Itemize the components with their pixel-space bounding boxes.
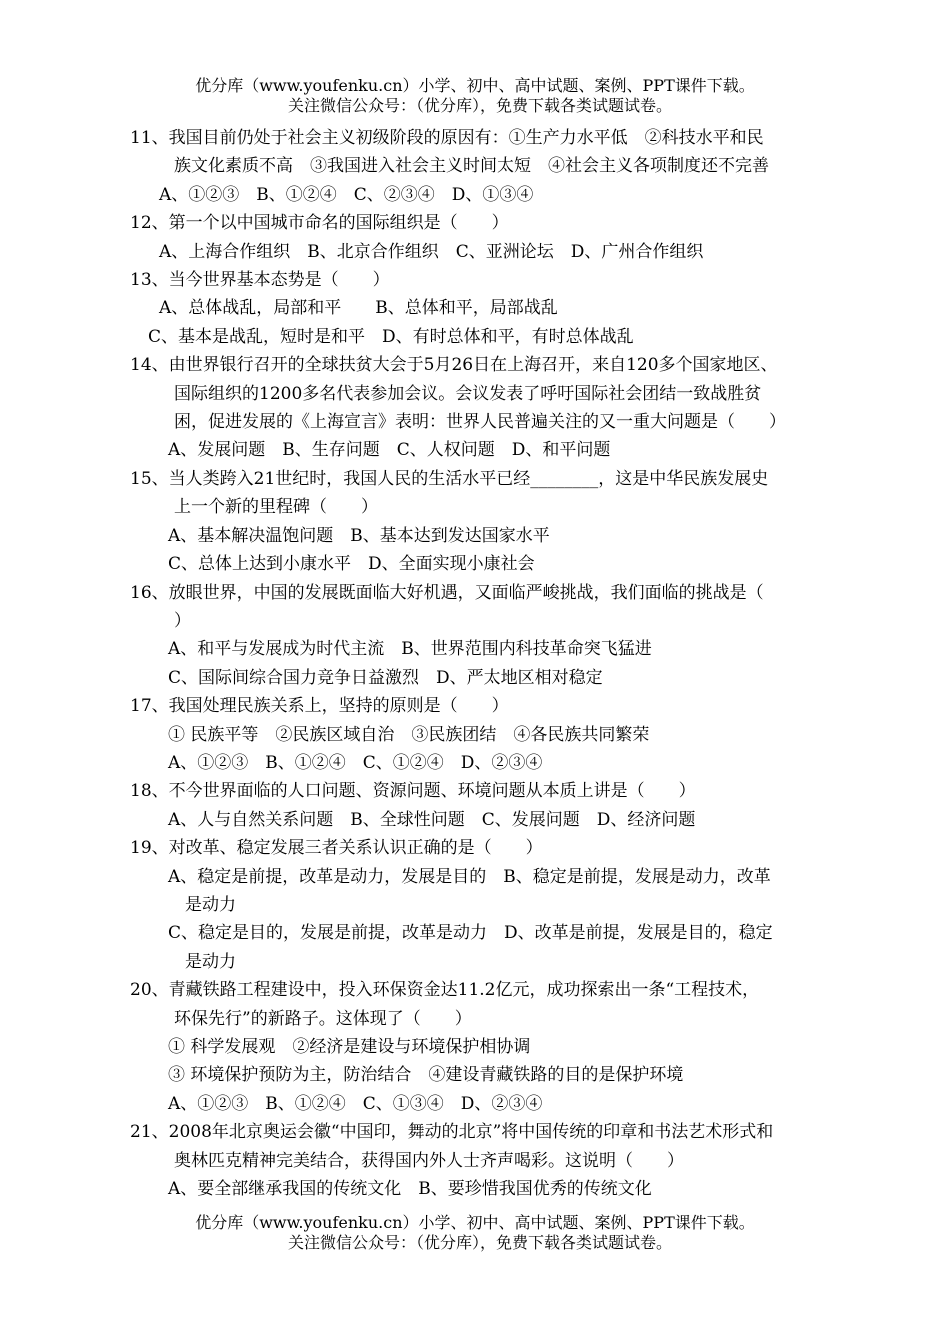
question-statements: ③ 环境保护预防为主，防治结合 ④建设青藏铁路的目的是保护环境 <box>168 1065 684 1086</box>
question-stem: 20、青藏铁路工程建设中，投入环保资金达11.2亿元，成功探索出一条“工程技术， <box>130 980 760 1001</box>
question-stem: 11、我国目前仍处于社会主义初级阶段的原因有：①生产力水平低 ②科技水平和民 <box>130 128 764 148</box>
question-stem-continued: ） <box>174 610 191 631</box>
question-11 <box>130 124 860 209</box>
question-14 <box>130 351 860 465</box>
question-stem: 21、2008年北京奥运会徽“中国印，舞动的北京”将中国传统的印章和书法艺术形式和 <box>130 1122 774 1143</box>
question-stem-continued: 环保先行”的新路子。这体现了（ ） <box>174 1008 472 1029</box>
question-13 <box>130 266 860 351</box>
question-stem-continued: 族文化素质不高 ③我国进入社会主义时间太短 ④社会主义各项制度还不完善 <box>174 156 769 177</box>
question-options: A、人与自然关系问题 B、全球性问题 C、发展问题 D、经济问题 <box>168 809 696 830</box>
page-header <box>0 76 950 116</box>
question-options: A、①②③ B、①②④ C、①②④ D、②③④ <box>168 752 543 773</box>
question-18 <box>130 777 860 834</box>
header-line-1: 优分库（www.youfenku.cn）小学、初中、高中试题、案例、PPT课件下载。 <box>195 76 755 95</box>
question-options: C、国际间综合国力竞争日益激烈 D、严太地区相对稳定 <box>168 667 603 688</box>
question-options: C、基本是战乱，短时是和平 D、有时总体和平，有时总体战乱 <box>148 326 634 347</box>
question-options: A、和平与发展成为时代主流 B、世界范围内科技革命突飞猛进 <box>168 639 652 660</box>
footer-line-1: 优分库（www.youfenku.cn）小学、初中、高中试题、案例、PPT课件下载。 <box>195 1213 755 1232</box>
question-options: 是动力 <box>168 951 236 972</box>
question-stem-continued: 困，促进发展的《上海宣言》表明：世界人民普遍关注的又一重大问题是（ ） <box>174 412 786 433</box>
question-stem: 17、我国处理民族关系上，坚持的原则是（ ） <box>130 696 509 717</box>
question-options: A、发展问题 B、生存问题 C、人权问题 D、和平问题 <box>168 440 611 461</box>
footer-line-2: 关注微信公众号：（优分库），免费下载各类试题试卷。 <box>287 1233 672 1252</box>
question-options: C、总体上达到小康水平 D、全面实现小康社会 <box>168 554 535 575</box>
question-list <box>130 124 860 1203</box>
question-21 <box>130 1118 860 1203</box>
question-statements: ① 民族平等 ②民族区域自治 ③民族团结 ④各民族共同繁荣 <box>168 724 650 745</box>
question-options: A、要全部继承我国的传统文化 B、要珍惜我国优秀的传统文化 <box>168 1179 652 1200</box>
header-line-2: 关注微信公众号：（优分库），免费下载各类试题试卷。 <box>287 96 672 115</box>
question-stem: 12、第一个以中国城市命名的国际组织是（ ） <box>130 213 509 234</box>
question-stem: 18、不今世界面临的人口问题、资源问题、环境问题从本质上讲是（ ） <box>130 781 696 802</box>
question-15 <box>130 465 860 579</box>
question-stem-continued: 上一个新的里程碑（ ） <box>174 497 378 518</box>
question-stem: 13、当今世界基本态势是（ ） <box>130 270 390 291</box>
question-17 <box>130 692 860 777</box>
question-options: 是动力 <box>168 894 236 915</box>
question-stem: 19、对改革、稳定发展三者关系认识正确的是（ ） <box>130 838 543 859</box>
question-12 <box>130 209 860 266</box>
question-stem: 16、放眼世界，中国的发展既面临大好机遇，又面临严峻挑战，我们面临的挑战是（ <box>130 582 764 603</box>
question-19 <box>130 834 860 976</box>
question-stem: 15、当人类跨入21世纪时，我国人民的生活水平已经________，这是中华民族发展史 <box>130 468 769 489</box>
question-statements: ① 科学发展观 ②经济是建设与环境保护相协调 <box>168 1037 531 1057</box>
question-20 <box>130 976 860 1118</box>
question-options: A、上海合作组织 B、北京合作组织 C、亚洲论坛 D、广州合作组织 <box>159 241 704 262</box>
question-stem-continued: 奥林匹克精神完美结合，获得国内外人士齐声喝彩。这说明（ ） <box>174 1150 684 1171</box>
question-options: A、①②③ B、①②④ C、②③④ D、①③④ <box>159 184 534 205</box>
question-16 <box>130 579 860 693</box>
question-stem-continued: 国际组织的1200多名代表参加会议。会议发表了呼吁国际社会团结一致战胜贫 <box>174 383 762 404</box>
question-options: A、总体战乱，局部和平 B、总体和平，局部战乱 <box>159 298 558 319</box>
question-options: A、①②③ B、①②④ C、①③④ D、②③④ <box>168 1093 543 1114</box>
question-stem: 14、由世界银行召开的全球扶贫大会于5月26日在上海召开，来自120多个国家地区、 <box>130 355 778 376</box>
question-options: A、基本解决温饱问题 B、基本达到发达国家水平 <box>168 525 550 546</box>
question-options: C、稳定是目的，发展是前提，改革是动力 D、改革是前提，发展是目的，稳定 <box>168 923 773 944</box>
question-options: A、稳定是前提，改革是动力，发展是目的 B、稳定是前提，发展是动力，改革 <box>168 866 771 887</box>
page-footer <box>0 1213 950 1253</box>
